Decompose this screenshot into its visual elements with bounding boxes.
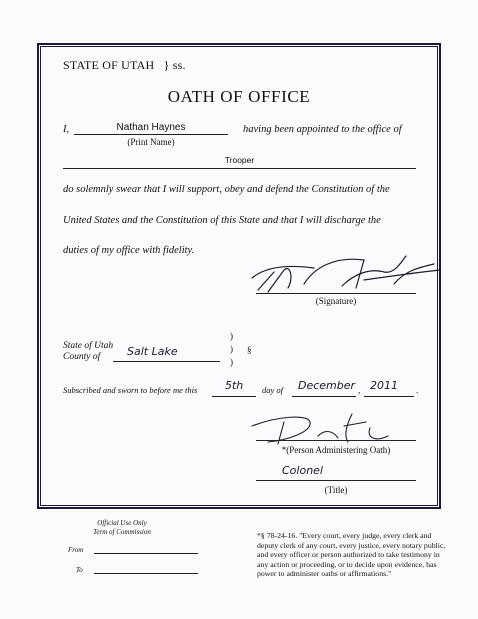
section-symbol: §	[247, 345, 252, 355]
bracket-1: )	[230, 331, 233, 341]
handwritten-signature	[244, 238, 444, 300]
oath-line-3: duties of my office with fidelity.	[63, 245, 195, 256]
printed-name: Nathan Haynes	[116, 122, 186, 133]
state-line	[63, 58, 186, 73]
day-of-label: day of	[262, 385, 284, 395]
oath-line-2: United States and the Constitution of this State and that I will discharge the	[63, 215, 381, 226]
from-label: From	[68, 546, 84, 554]
venue-county-label: County of	[63, 352, 101, 362]
title-value: Colonel	[282, 464, 323, 477]
statute-note: *§ 78-24-16. "Every court, every judge, every clerk and deputy clerk of any court, every justice, every notary public, and every officer or person authorized to take testimony in any action or proceeding, or to decide upon evidence, has power to administer oaths or affirmations."	[257, 531, 446, 579]
county-line	[113, 361, 220, 362]
print-name-label: (Print Name)	[127, 137, 175, 147]
month-line	[292, 396, 356, 397]
day-line	[212, 396, 256, 397]
county-value: Salt Lake	[127, 345, 178, 358]
date-period: .	[416, 385, 419, 395]
official-use-label: Official Use Only	[97, 519, 147, 527]
term-of-commission-label: Term of Commission	[93, 528, 151, 536]
state-label: STATE OF UTAH	[63, 58, 155, 72]
oath-line-1: do solemnly swear that I will support, obey and defend the Constitution of the	[63, 184, 390, 195]
subscribed-lead: Subscribed and sworn to before me this	[63, 385, 198, 395]
date-comma: ,	[358, 385, 361, 395]
month-value: December	[298, 379, 356, 392]
day-value: 5th	[225, 379, 244, 392]
signature-label: (Signature)	[315, 296, 357, 306]
venue-state: State of Utah	[63, 341, 114, 351]
administrator-line	[256, 440, 416, 441]
ss-label: } ss.	[163, 58, 186, 72]
bracket-2: )	[230, 344, 233, 354]
office-value: Trooper	[224, 155, 255, 165]
year-value: 2011	[370, 379, 398, 392]
signature-line	[256, 293, 416, 294]
administrator-label: *(Person Administering Oath)	[281, 445, 391, 455]
administrator-signature	[248, 408, 408, 448]
title-line	[256, 480, 416, 481]
bracket-3: )	[230, 357, 233, 367]
appointed-text: having been appointed to the office of	[243, 124, 402, 135]
year-line	[364, 396, 414, 397]
name-line	[74, 134, 228, 135]
to-label: To	[76, 566, 83, 574]
office-line	[63, 168, 416, 169]
to-line	[94, 573, 198, 574]
document-title: OATH OF OFFICE	[167, 87, 311, 106]
i-label: I,	[63, 124, 70, 135]
from-line	[94, 553, 198, 554]
title-label: (Title)	[324, 485, 348, 495]
